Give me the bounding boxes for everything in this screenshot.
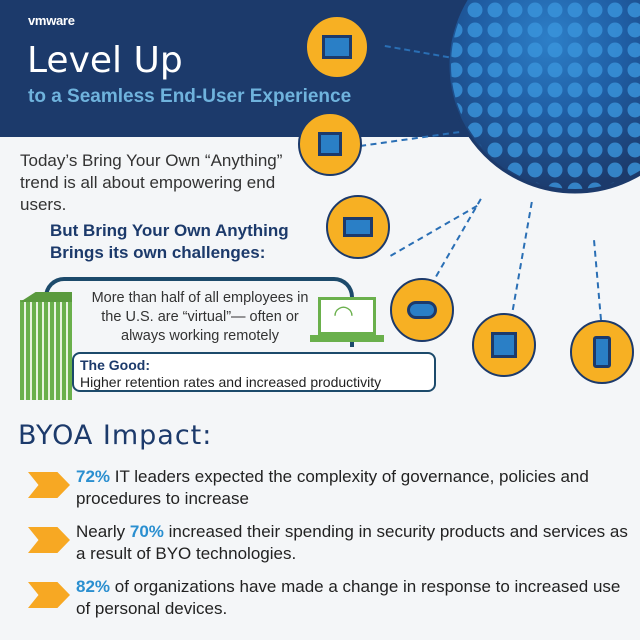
arrow-icon	[28, 582, 70, 608]
globe-dots	[451, 0, 640, 189]
impact-item	[28, 466, 628, 510]
good-label: The Good:	[80, 357, 150, 373]
impact-text: IT leaders expected the complexity of governance, policies and procedures to increase	[76, 467, 589, 508]
challenge-heading: But Bring Your Own Anything Brings its own challenges:	[50, 221, 289, 262]
intro-text: Today’s Bring Your Own “Anything” trend is all about empowering end users.	[20, 151, 283, 214]
windows-icon	[472, 313, 536, 377]
impact-item	[28, 521, 628, 565]
connector-line	[390, 205, 478, 257]
impact-text: of organizations have made a change in response to increased use of personal devices.	[76, 577, 621, 618]
laptop-base	[310, 335, 384, 342]
impact-item	[28, 576, 628, 620]
chip-icon	[298, 112, 362, 176]
desktop-icon	[305, 15, 369, 79]
arrow-icon	[28, 527, 70, 553]
connector-line	[593, 240, 602, 320]
wifi-icon: ◠	[333, 301, 354, 328]
impact-prefix: Nearly	[76, 522, 130, 541]
impact-text: increased their spending in security products and services as a result of BYO technologies.	[76, 522, 628, 563]
laptop-icon	[326, 195, 390, 259]
phone-icon	[570, 320, 634, 384]
vmware-logo: vmware	[28, 13, 75, 28]
arrow-icon	[28, 472, 70, 498]
virtual-employees-text: More than half of all employees in the U.S. are “virtual”— often or always working remotely	[91, 290, 309, 344]
impact-title: BYOA Impact:	[18, 420, 213, 451]
cloud-icon	[390, 278, 454, 342]
connector-line	[430, 198, 482, 286]
impact-percent: 70%	[129, 522, 164, 541]
connector-line	[510, 202, 533, 321]
page-subtitle: to a Seamless End-User Experience	[28, 86, 352, 107]
good-text: Higher retention rates and increased productivity	[80, 374, 382, 390]
globe-graphic	[445, 0, 640, 195]
impact-percent: 72%	[76, 467, 111, 486]
building-icon	[20, 300, 72, 400]
impact-percent: 82%	[76, 577, 111, 596]
page-title: Level Up	[27, 40, 183, 81]
the-good-box	[72, 352, 436, 392]
